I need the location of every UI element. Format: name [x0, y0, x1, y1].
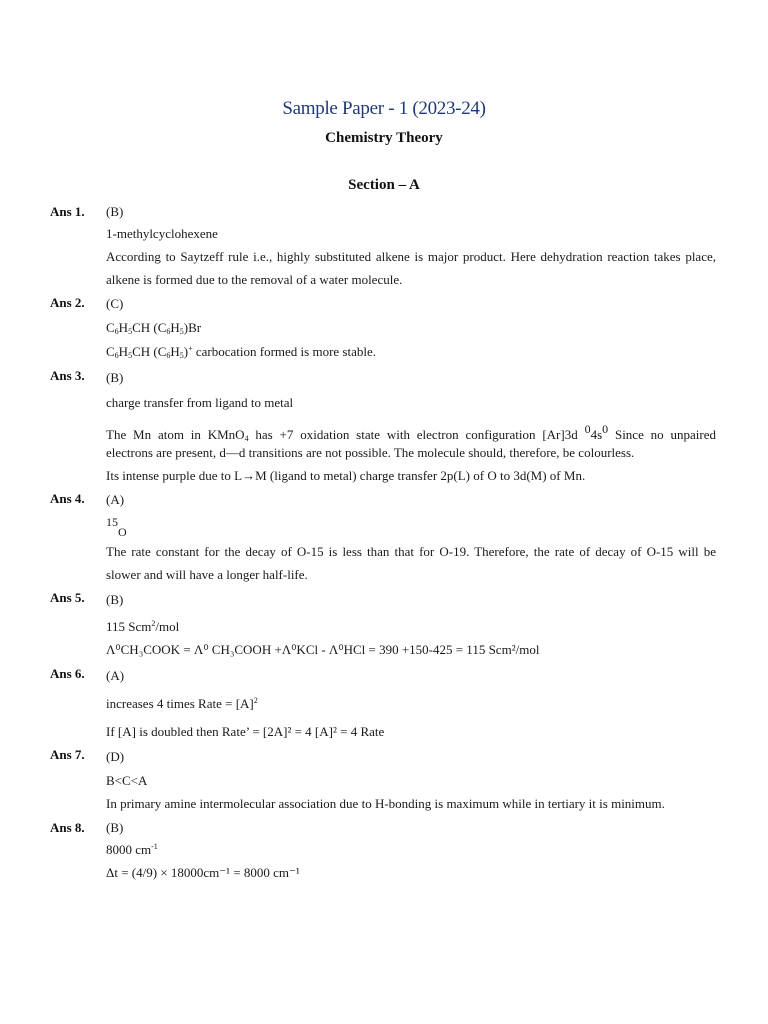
answer-line: slower and will have a longer half-life.	[106, 567, 308, 582]
answer-choice: (D)	[106, 749, 125, 764]
answer-line: B<C<A	[106, 773, 148, 788]
answer-line: Its intense purple due to L→M (ligand to metal) charge transfer 2p(L) of O to 3d(M) of Mn.	[106, 468, 586, 483]
answer-label: Ans 5.	[50, 590, 85, 605]
answer-line: In primary amine intermolecular association due to H-bonding is maximum while in tertiary it is minimum.	[106, 796, 665, 811]
answer-line: charge transfer from ligand to metal	[106, 395, 294, 410]
rate-law-line: increases 4 times Rate = $[A]^2$	[106, 696, 258, 711]
answer-choice: (A)	[106, 668, 125, 683]
answer-label: Ans 4.	[50, 491, 85, 506]
compound-formula: $C_6H_5CH$ $(C_6H_5)Br$	[106, 320, 202, 336]
paper-title: Sample Paper - 1 (2023-24)	[282, 98, 486, 119]
answer-line: The rate constant for the decay of O-15 is less than that for O-19. Therefore, the rate of decay of O-15 will be	[106, 544, 716, 559]
answer-line: 1-methylcyclohexene	[106, 226, 218, 241]
answer-label: Ans 3.	[50, 368, 85, 383]
answer-line: If [A] is doubled then Rate’ = [2A]² = 4 [A]² = 4 Rate	[106, 724, 385, 739]
answer-line: electrons are present, d—d transitions are not possible. The molecule should, therefore, be colourless.	[106, 445, 635, 460]
paper-subtitle: Chemistry Theory	[325, 130, 443, 146]
answer-choice: (C)	[106, 296, 124, 311]
answer-line: Δt = (4/9) × 18000cm⁻¹ = 8000 cm⁻¹	[106, 865, 300, 880]
carbocation-line: $C_6H_5CH$ $(C_6H_5)^+$ carbocation formed is more stable.	[106, 344, 377, 360]
answer-choice: (B)	[106, 370, 124, 385]
answer-choice: (A)	[106, 492, 125, 507]
answer-choice: (B)	[106, 592, 124, 607]
isotope-symbol: 15O	[106, 515, 127, 539]
wavenumber-line: 8000 $cm^{-1}$	[106, 842, 158, 857]
conductivity-value: 115 Scm$^2$/mol	[106, 619, 180, 634]
answer-label: Ans 8.	[50, 820, 85, 835]
answer-choice: (B)	[106, 820, 124, 835]
answer-label: Ans 7.	[50, 747, 85, 762]
electron-config-line: The Mn atom in KMnO$_4$ has +7 oxidation state with electron configuration [Ar]3d 04s0 Since no unpaired	[106, 422, 716, 443]
answer-choice: (B)	[106, 204, 124, 219]
answer-line: Λ⁰CH₃COOK = Λ⁰ CH₃COOH +Λ⁰KCl - Λ⁰HCl = 390 +150-425 = 115 Scm²/mol	[106, 642, 540, 657]
section-heading: Section – A	[348, 177, 420, 193]
answer-label: Ans 2.	[50, 295, 85, 310]
answer-line: alkene is formed due to the removal of a water molecule.	[106, 272, 403, 287]
answer-label: Ans 6.	[50, 666, 85, 681]
answer-label: Ans 1.	[50, 204, 85, 219]
answer-line: According to Saytzeff rule i.e., highly substituted alkene is major product. Here dehydration reaction takes place,	[106, 249, 716, 264]
